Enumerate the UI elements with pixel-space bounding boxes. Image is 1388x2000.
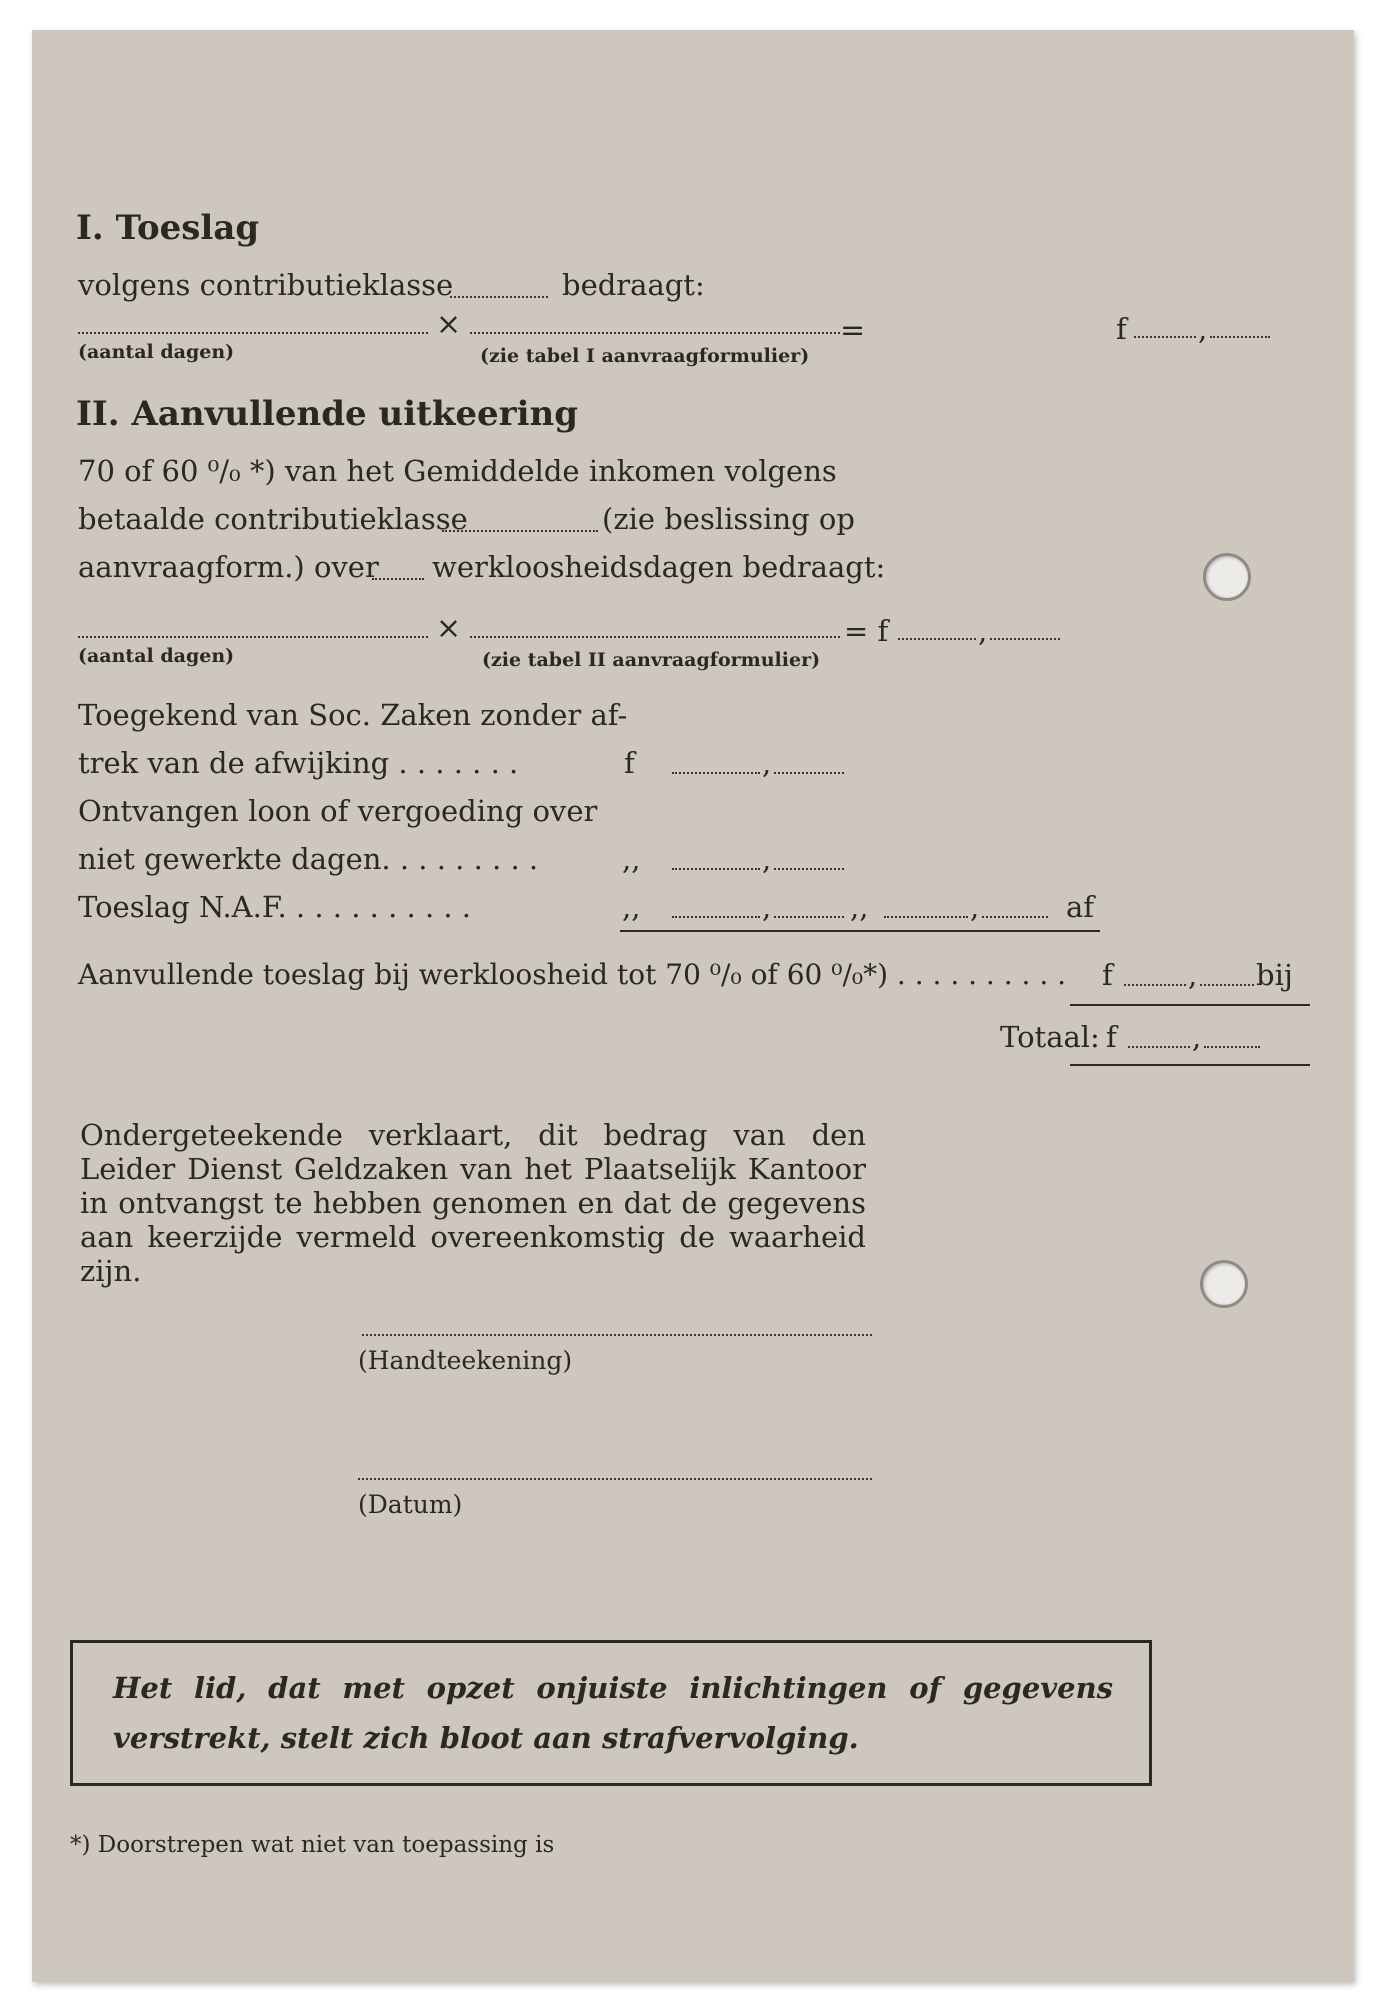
contribution-class-field[interactable]: [450, 296, 548, 298]
naf-ditto-2: ,,: [850, 890, 869, 924]
naf-total-cents-field[interactable]: [982, 916, 1048, 918]
section1-days-caption: (aantal dagen): [78, 341, 235, 363]
warning-text: Het lid, dat met opzet onjuiste inlichtingen of gegevens verstrekt, stelt zich bloot aan strafvervolging.: [113, 1671, 1113, 1755]
add-label: bij: [1256, 958, 1293, 992]
section2-table-caption: (zie tabel II aanvraagformulier): [482, 649, 821, 671]
footnote: *) Doorstrepen wat niet van toepassing is: [70, 1832, 555, 1858]
total-guilders-field[interactable]: [1128, 1046, 1190, 1048]
section1-table-caption: (zie tabel I aanvraagformulier): [480, 345, 810, 367]
unemployment-days-field[interactable]: [372, 578, 424, 580]
declaration-text: Ondergeteekende verklaart, dit bedrag van den Leider Dienst Geldzaken van het Plaatselijk Kantoor in ontvangst te hebben genomen en dat de gegevens aan keerzijde vermeld overeenkomstig de waarheid zijn.: [80, 1118, 866, 1288]
total-sep: ,: [1192, 1020, 1202, 1054]
section1-amounts-label: bedraagt:: [562, 268, 705, 302]
total-cents-field[interactable]: [1204, 1046, 1260, 1048]
section2-line2-suffix: (zie beslissing op: [602, 502, 855, 536]
section1-days-field[interactable]: [78, 332, 428, 334]
section2-rate-field[interactable]: [470, 636, 840, 638]
naf-guilders-field[interactable]: [672, 916, 760, 918]
section2-heading: II. Aanvullende uitkeering: [76, 394, 578, 434]
section1-currency: f: [1116, 312, 1127, 346]
naf-label: Toeslag N.A.F. . . . . . . . . . .: [78, 890, 472, 924]
wages-sep: ,: [762, 842, 772, 876]
section2-line2-label: betaalde contributieklasse: [78, 502, 468, 536]
paid-contribution-class-field[interactable]: [442, 530, 598, 532]
supplement-label: Aanvullende toeslag bij werkloosheid tot 70 ⁰/₀ of 60 ⁰/₀*) . . . . . . . . . .: [78, 958, 1067, 991]
section2-days-caption: (aantal dagen): [78, 645, 235, 667]
section2-equals-f: = f: [844, 614, 889, 648]
section2-cents-field[interactable]: [990, 638, 1060, 640]
supplement-cents-field[interactable]: [1200, 984, 1254, 986]
punch-hole-bottom: [1200, 1260, 1248, 1308]
total-rule-top: [1070, 1004, 1310, 1006]
naf-cents-field[interactable]: [774, 916, 844, 918]
soc-zaken-currency: f: [624, 746, 635, 780]
section1-rate-field[interactable]: [470, 332, 840, 334]
date-label: (Datum): [358, 1490, 463, 1519]
naf-total-sep: ,: [970, 890, 980, 924]
supplement-sep: ,: [1188, 958, 1198, 992]
supplement-guilders-field[interactable]: [1124, 984, 1186, 986]
wages-ditto: ,,: [622, 842, 641, 876]
signature-field[interactable]: [362, 1334, 872, 1336]
subtotal-rule: [620, 930, 1100, 932]
soc-zaken-sep: ,: [762, 746, 772, 780]
total-label: Totaal:: [1000, 1020, 1100, 1054]
form-sheet: [32, 30, 1354, 1982]
section1-guilders-field[interactable]: [1134, 336, 1196, 338]
section1-sep: ,: [1198, 312, 1208, 346]
section2-sep: ,: [978, 614, 988, 648]
total-rule-bottom: [1070, 1064, 1310, 1066]
naf-sep: ,: [762, 890, 772, 924]
total-currency: f: [1106, 1020, 1117, 1054]
wages-cents-field[interactable]: [774, 868, 844, 870]
section1-contribution-label: volgens contributieklasse: [78, 268, 454, 302]
wages-line2: niet gewerkte dagen. . . . . . . . .: [78, 842, 539, 876]
warning-box: [70, 1640, 1152, 1786]
soc-zaken-cents-field[interactable]: [774, 772, 844, 774]
deduct-label: af: [1066, 890, 1095, 924]
punch-hole-top: [1203, 553, 1251, 601]
multiply-sign: ×: [436, 307, 462, 342]
section1-cents-field[interactable]: [1210, 336, 1270, 338]
wages-guilders-field[interactable]: [672, 868, 760, 870]
soc-zaken-guilders-field[interactable]: [672, 772, 760, 774]
supplement-currency: f: [1102, 958, 1113, 992]
naf-ditto: ,,: [622, 890, 641, 924]
naf-total-guilders-field[interactable]: [884, 916, 968, 918]
section2-guilders-field[interactable]: [898, 638, 976, 640]
section2-line3-suffix: werkloosheidsdagen bedraagt:: [432, 550, 886, 584]
section2-line3-label: aanvraagform.) over: [78, 550, 379, 584]
section1-heading: I. Toeslag: [76, 208, 260, 248]
section2-days-field[interactable]: [78, 636, 428, 638]
soc-zaken-line1: Toegekend van Soc. Zaken zonder af-: [78, 698, 628, 732]
multiply-sign-2: ×: [436, 611, 462, 646]
equals-sign: =: [840, 313, 866, 348]
signature-label: (Handteekening): [358, 1346, 573, 1375]
wages-line1: Ontvangen loon of vergoeding over: [78, 794, 598, 828]
date-field[interactable]: [358, 1478, 872, 1480]
section2-line1: 70 of 60 ⁰/₀ *) van het Gemiddelde inkomen volgens: [78, 454, 837, 488]
soc-zaken-line2: trek van de afwijking . . . . . . .: [78, 746, 519, 780]
